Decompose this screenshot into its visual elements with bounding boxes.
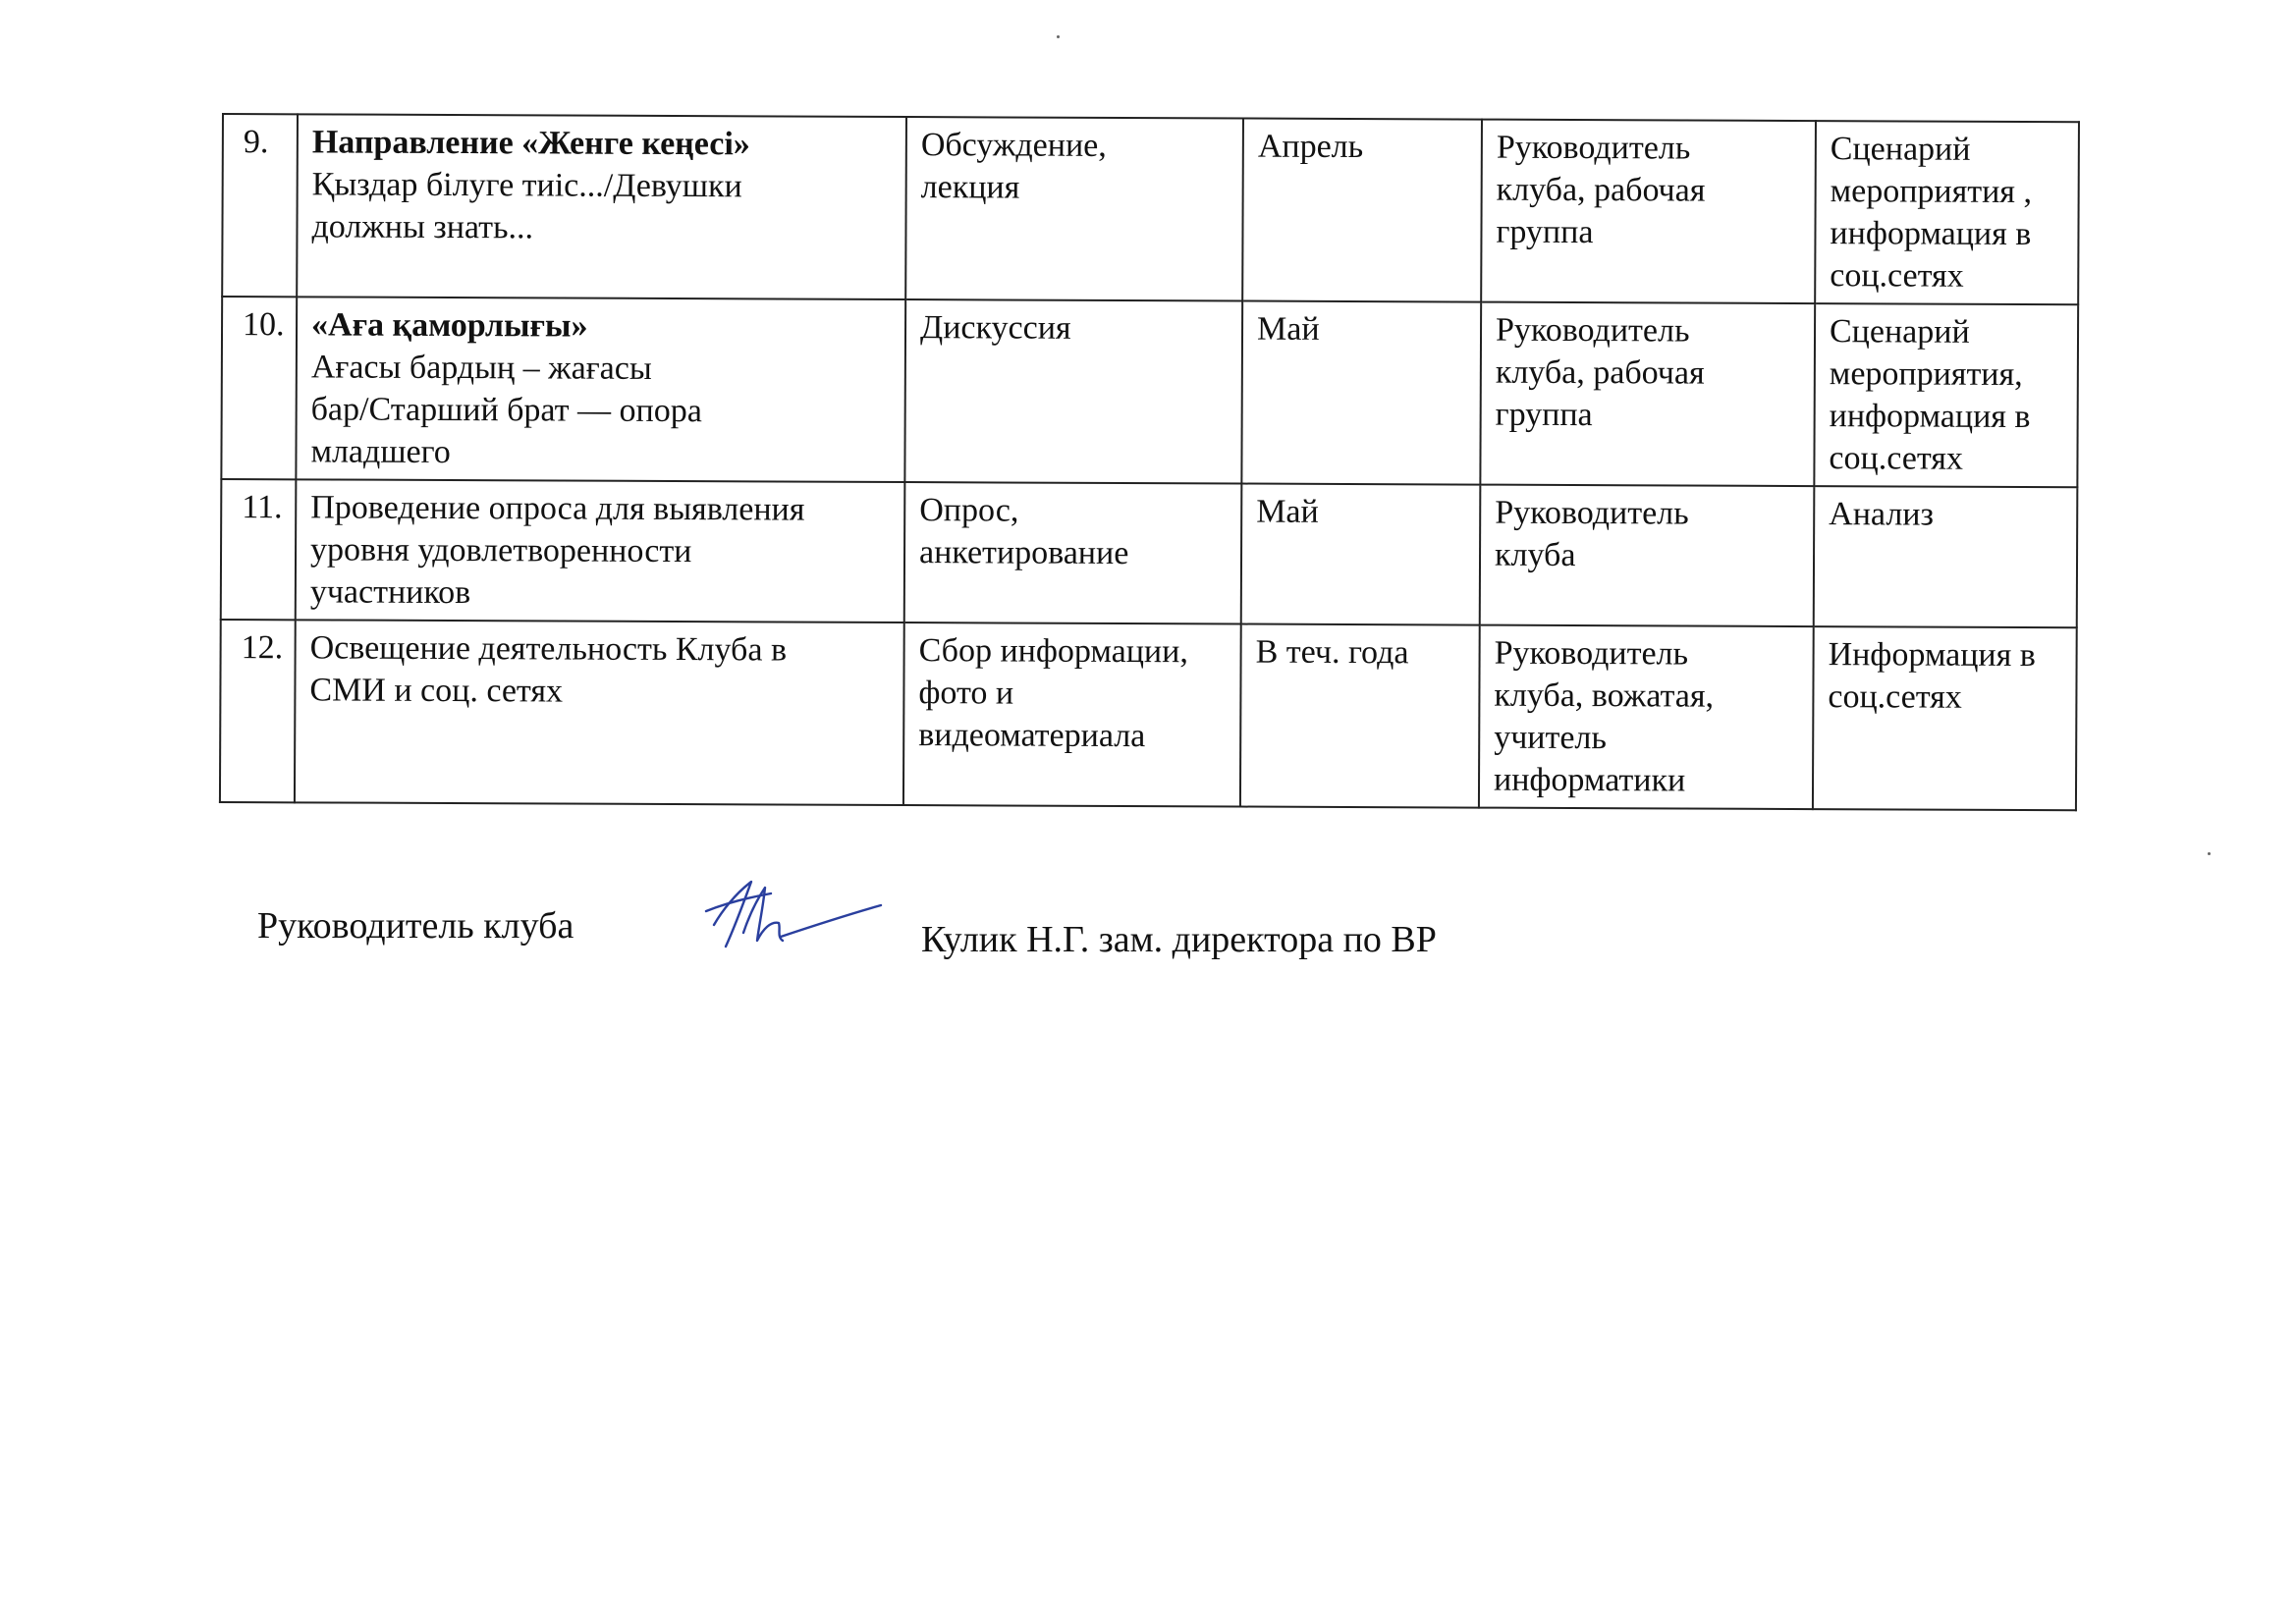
row-number: 12. — [220, 620, 296, 802]
row-number: 10. — [221, 297, 297, 479]
form-line: Опрос, — [919, 492, 1019, 529]
responsible-line: учитель — [1494, 719, 1608, 757]
result-line: информация в — [1829, 398, 2031, 436]
result-line: соц.сетях — [1830, 257, 1964, 295]
result-line: Информация в — [1828, 636, 2036, 675]
form-line: Сбор информации, — [918, 632, 1188, 671]
responsible-cell — [1479, 625, 1814, 809]
table-row — [222, 114, 2079, 304]
result-line: соц.сетях — [1829, 440, 1963, 477]
result-cell — [1813, 626, 2077, 810]
event-cell — [296, 479, 905, 623]
form-line: фото и — [918, 675, 1014, 712]
result-cell — [1814, 303, 2078, 487]
responsible-line: клуба, рабочая — [1495, 353, 1705, 392]
event-desc-line: Проведение опроса для выявления — [310, 489, 805, 528]
form-cell — [904, 299, 1242, 483]
responsible-line: клуба, рабочая — [1496, 171, 1706, 209]
responsible-line: группа — [1495, 396, 1593, 434]
event-desc-line: Освещение деятельность Клуба в — [309, 629, 788, 669]
date-cell: В теч. года — [1240, 624, 1480, 808]
event-desc-line: участников — [309, 573, 471, 612]
date-cell: Май — [1241, 301, 1481, 485]
result-line: соц.сетях — [1828, 678, 1962, 716]
event-title: Направление «Женге кеңесі» — [311, 124, 750, 163]
form-line: лекция — [920, 169, 1020, 206]
table-row — [221, 479, 2078, 627]
responsible-line: Руководитель — [1495, 311, 1690, 350]
activity-plan-table — [219, 113, 2080, 811]
result-line: мероприятия, — [1829, 355, 2023, 394]
event-desc-line: Қыздар білуге тиіс.../Девушки — [311, 166, 742, 205]
footer-role: Руководитель клуба — [257, 905, 574, 947]
result-line: Сценарий — [1830, 131, 1971, 168]
event-desc-line: Ағасы бардың – жағасы — [310, 349, 652, 387]
event-desc-line: бар/Старший брат — опора — [310, 391, 702, 430]
responsible-line: Руководитель — [1495, 494, 1689, 532]
handwritten-signature — [692, 864, 889, 962]
responsible-line: клуба, вожатая, — [1494, 677, 1715, 715]
scan-speck — [1057, 35, 1060, 38]
result-line: Сценарий — [1829, 313, 1970, 351]
row-number: 9. — [222, 114, 298, 297]
responsible-line: Руководитель — [1494, 634, 1689, 673]
event-desc-line: уровня удовлетворенности — [309, 531, 692, 570]
date-cell: Апрель — [1242, 119, 1482, 302]
event-desc-line: младшего — [310, 433, 451, 471]
form-cell — [903, 623, 1241, 806]
event-title: «Аға қаморлығы» — [310, 306, 588, 345]
scan-speck — [2208, 852, 2211, 855]
table-row — [220, 620, 2077, 810]
result-line: Анализ — [1829, 496, 1935, 533]
event-cell — [295, 620, 904, 805]
footer-signer-name: Кулик Н.Г. зам. директора по ВР — [921, 919, 1437, 960]
table-row — [221, 297, 2078, 487]
responsible-cell — [1480, 302, 1815, 486]
responsible-cell — [1480, 485, 1815, 626]
responsible-cell — [1481, 120, 1816, 303]
responsible-line: клуба — [1494, 536, 1576, 574]
event-cell — [296, 297, 905, 482]
event-desc-line: должны знать... — [311, 208, 534, 246]
form-cell — [904, 482, 1242, 623]
date-cell: Май — [1241, 484, 1481, 625]
event-desc-line: СМИ и соц. сетях — [309, 672, 564, 710]
form-cell — [905, 117, 1243, 300]
form-line: анкетирование — [918, 534, 1129, 572]
event-cell — [297, 114, 906, 299]
row-number: 11. — [221, 479, 297, 620]
responsible-line: Руководитель — [1496, 129, 1691, 167]
form-line: видеоматериала — [918, 717, 1146, 755]
responsible-line: группа — [1496, 213, 1594, 251]
result-cell — [1814, 486, 2078, 627]
result-line: мероприятия , — [1830, 173, 2033, 211]
responsible-line: информатики — [1493, 761, 1686, 799]
form-line: Обсуждение, — [920, 127, 1107, 164]
result-cell — [1815, 121, 2079, 304]
form-line: Дискуссия — [919, 309, 1071, 347]
result-line: информация в — [1830, 215, 2032, 253]
